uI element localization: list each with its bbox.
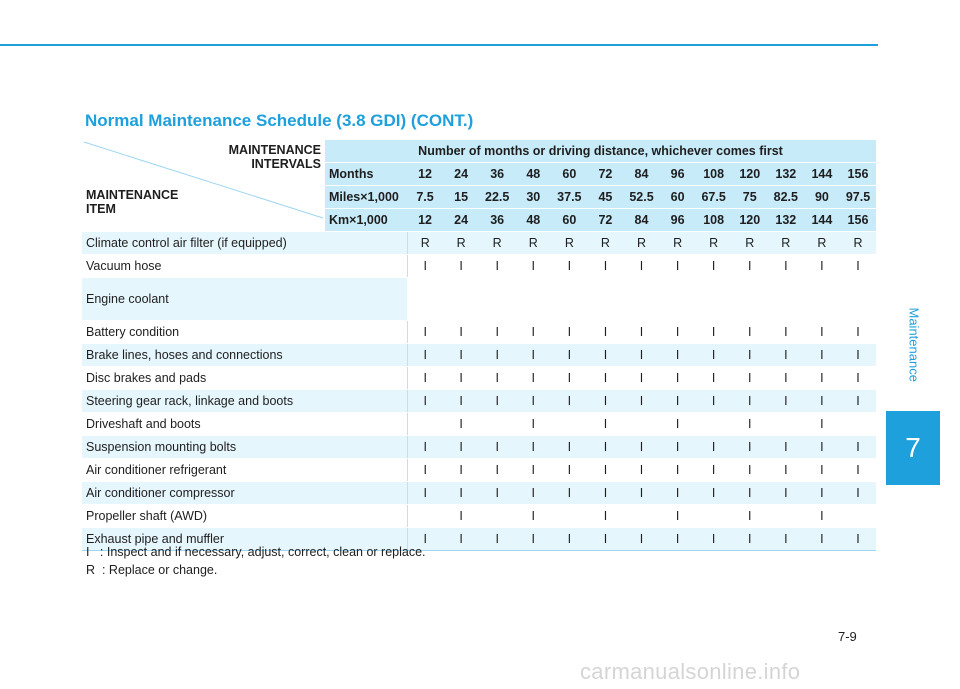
schedule-cell: I (407, 255, 443, 278)
schedule-cell: I (804, 413, 840, 436)
schedule-cell: I (443, 459, 479, 482)
schedule-cell: I (732, 344, 768, 367)
schedule-cell: I (515, 413, 551, 436)
schedule-cell: I (551, 436, 587, 459)
schedule-cell (768, 505, 804, 528)
schedule-cell: I (804, 344, 840, 367)
months-value: 108 (696, 163, 732, 186)
months-value: 36 (479, 163, 515, 186)
schedule-cell: I (623, 436, 659, 459)
schedule-cell: I (660, 459, 696, 482)
table-row (82, 390, 876, 413)
miles-label: Miles×1,000 (325, 186, 407, 209)
schedule-cell: I (696, 390, 732, 413)
schedule-cell: I (551, 390, 587, 413)
corner-intervals-line1: MAINTENANCE (228, 143, 321, 157)
table-row (82, 278, 876, 321)
miles-value: 30 (515, 186, 551, 209)
item-name: Vacuum hose (82, 255, 407, 278)
schedule-cell: I (587, 505, 623, 528)
table-row (82, 482, 876, 505)
km-value: 120 (732, 209, 768, 232)
months-value: 132 (768, 163, 804, 186)
schedule-cell: I (515, 321, 551, 344)
item-name: Propeller shaft (AWD) (82, 505, 407, 528)
miles-value: 60 (660, 186, 696, 209)
schedule-cell: I (515, 344, 551, 367)
schedule-cell: I (587, 344, 623, 367)
schedule-cell: I (768, 390, 804, 413)
schedule-cell (840, 413, 876, 436)
schedule-cell: I (623, 255, 659, 278)
page-number: 7-9 (838, 629, 857, 644)
item-name: Battery condition (82, 321, 407, 344)
schedule-cell (623, 505, 659, 528)
schedule-cell: I (587, 436, 623, 459)
corner-intervals-line2: INTERVALS (251, 157, 321, 171)
watermark: carmanualsonline.info (580, 659, 801, 684)
schedule-cell: I (696, 482, 732, 505)
schedule-cell: I (587, 321, 623, 344)
miles-value: 97.5 (840, 186, 876, 209)
schedule-cell: I (551, 367, 587, 390)
miles-value: 67.5 (696, 186, 732, 209)
corner-item-line1: MAINTENANCE (86, 188, 179, 202)
schedule-cell: I (768, 528, 804, 551)
schedule-cell (696, 413, 732, 436)
item-name: Air conditioner refrigerant (82, 459, 407, 482)
chapter-name: Maintenance (906, 307, 922, 382)
miles-value: 82.5 (768, 186, 804, 209)
schedule-cell: I (479, 321, 515, 344)
schedule-cell: I (515, 505, 551, 528)
schedule-cell: I (479, 459, 515, 482)
schedule-cell (479, 413, 515, 436)
schedule-cell: I (732, 390, 768, 413)
schedule-cell: I (660, 390, 696, 413)
schedule-cell: I (623, 390, 659, 413)
schedule-cell: R (660, 232, 696, 255)
schedule-cell: I (732, 459, 768, 482)
schedule-cell: I (804, 505, 840, 528)
months-value: 120 (732, 163, 768, 186)
schedule-cell: R (587, 232, 623, 255)
schedule-cell: R (804, 232, 840, 255)
item-name: Driveshaft and boots (82, 413, 407, 436)
page-title: Normal Maintenance Schedule (3.8 GDI) (CONT.) (85, 111, 474, 130)
item-name: Brake lines, hoses and connections (82, 344, 407, 367)
schedule-cell: I (551, 459, 587, 482)
schedule-cell: I (660, 255, 696, 278)
km-value: 144 (804, 209, 840, 232)
schedule-cell: I (840, 255, 876, 278)
schedule-cell: I (623, 482, 659, 505)
schedule-cell: I (768, 482, 804, 505)
schedule-cell: I (804, 436, 840, 459)
table-row (82, 436, 876, 459)
schedule-cell: I (696, 344, 732, 367)
schedule-cell: I (479, 482, 515, 505)
schedule-cell: I (768, 459, 804, 482)
schedule-cell: I (407, 367, 443, 390)
item-name: Disc brakes and pads (82, 367, 407, 390)
schedule-cell: R (732, 232, 768, 255)
schedule-cell: I (587, 482, 623, 505)
schedule-cell: I (623, 321, 659, 344)
schedule-cell: I (443, 413, 479, 436)
schedule-cell (840, 505, 876, 528)
schedule-cell: I (732, 367, 768, 390)
miles-value: 7.5 (407, 186, 443, 209)
schedule-cell: I (515, 390, 551, 413)
legend-text: : Inspect and if necessary, adjust, correct, clean or replace. (99, 545, 426, 559)
table-row (82, 505, 876, 528)
months-value: 156 (840, 163, 876, 186)
item-name: Suspension mounting bolts (82, 436, 407, 459)
schedule-cell: R (551, 232, 587, 255)
schedule-cell: I (732, 482, 768, 505)
months-value: 72 (587, 163, 623, 186)
schedule-cell: I (732, 505, 768, 528)
schedule-cell: I (515, 367, 551, 390)
schedule-cell: I (840, 321, 876, 344)
schedule-cell: I (479, 390, 515, 413)
months-value: 96 (660, 163, 696, 186)
table-row (82, 367, 876, 390)
schedule-cell: I (443, 321, 479, 344)
schedule-cell: I (551, 528, 587, 551)
schedule-cell: I (479, 344, 515, 367)
miles-value: 45 (587, 186, 623, 209)
schedule-cell: I (407, 528, 443, 551)
schedule-cell: I (732, 321, 768, 344)
schedule-cell: I (660, 321, 696, 344)
schedule-cell: I (732, 413, 768, 436)
schedule-cell: I (443, 505, 479, 528)
schedule-cell: I (840, 528, 876, 551)
schedule-cell: I (407, 321, 443, 344)
schedule-cell: R (623, 232, 659, 255)
months-value: 12 (407, 163, 443, 186)
schedule-cell (623, 413, 659, 436)
schedule-cell: I (768, 344, 804, 367)
header-corner (82, 140, 325, 232)
months-value: 144 (804, 163, 840, 186)
schedule-cell (551, 505, 587, 528)
schedule-cell: I (840, 390, 876, 413)
schedule-cell: I (660, 344, 696, 367)
schedule-cell: I (587, 390, 623, 413)
schedule-cell (551, 413, 587, 436)
schedule-cell: R (768, 232, 804, 255)
schedule-cell: I (407, 459, 443, 482)
schedule-cell: I (696, 436, 732, 459)
schedule-cell: I (696, 367, 732, 390)
miles-value: 37.5 (551, 186, 587, 209)
schedule-cell: I (443, 367, 479, 390)
schedule-cell: I (515, 528, 551, 551)
miles-value: 90 (804, 186, 840, 209)
km-value: 72 (587, 209, 623, 232)
schedule-cell: I (623, 459, 659, 482)
table-row (82, 255, 876, 278)
table-row (82, 413, 876, 436)
km-value: 132 (768, 209, 804, 232)
schedule-cell: R (515, 232, 551, 255)
corner-item-line2: ITEM (86, 202, 116, 216)
item-name: Climate control air filter (if equipped) (82, 232, 407, 255)
item-name: Steering gear rack, linkage and boots (82, 390, 407, 413)
schedule-cell (407, 505, 443, 528)
schedule-cell: I (804, 528, 840, 551)
schedule-cell: I (443, 344, 479, 367)
schedule-cell: R (443, 232, 479, 255)
km-value: 156 (840, 209, 876, 232)
schedule-cell: I (443, 390, 479, 413)
schedule-cell (696, 505, 732, 528)
schedule-cell: I (768, 255, 804, 278)
schedule-cell: R (407, 232, 443, 255)
schedule-cell: I (407, 390, 443, 413)
schedule-cell: I (587, 459, 623, 482)
schedule-cell: I (443, 436, 479, 459)
schedule-cell: I (551, 255, 587, 278)
schedule-cell: I (696, 459, 732, 482)
schedule-cell: I (840, 344, 876, 367)
schedule-cell: I (696, 321, 732, 344)
schedule-cell: I (479, 367, 515, 390)
schedule-cell: I (660, 413, 696, 436)
schedule-cell: I (587, 413, 623, 436)
schedule-cell: I (732, 436, 768, 459)
schedule-cell: I (732, 255, 768, 278)
km-value: 36 (479, 209, 515, 232)
schedule-cell: I (696, 528, 732, 551)
miles-value: 52.5 (623, 186, 659, 209)
schedule-cell: I (623, 344, 659, 367)
legend-inspect (86, 545, 426, 559)
km-value: 96 (660, 209, 696, 232)
schedule-cell: R (840, 232, 876, 255)
schedule-cell: I (660, 505, 696, 528)
maintenance-schedule-table (82, 140, 876, 551)
schedule-cell: I (804, 321, 840, 344)
schedule-cell: I (479, 528, 515, 551)
km-label: Km×1,000 (325, 209, 407, 232)
schedule-cell: I (660, 367, 696, 390)
schedule-cell: I (732, 528, 768, 551)
km-value: 24 (443, 209, 479, 232)
legend-text: : Replace or change. (101, 563, 218, 577)
schedule-cell: I (587, 255, 623, 278)
schedule-cell: I (840, 436, 876, 459)
schedule-cell: I (768, 436, 804, 459)
schedule-cell: I (660, 436, 696, 459)
schedule-cell: I (660, 528, 696, 551)
item-name: Engine coolant (82, 278, 407, 321)
miles-value: 75 (732, 186, 768, 209)
schedule-cell: I (804, 255, 840, 278)
schedule-cell: I (587, 528, 623, 551)
legend-symbol: I (86, 545, 90, 559)
schedule-cell: I (479, 436, 515, 459)
schedule-cell: I (551, 482, 587, 505)
schedule-cell: I (623, 367, 659, 390)
schedule-cell: I (660, 482, 696, 505)
schedule-cell: I (587, 367, 623, 390)
schedule-cell: I (696, 255, 732, 278)
schedule-cell: I (443, 255, 479, 278)
miles-value: 15 (443, 186, 479, 209)
months-value: 84 (623, 163, 659, 186)
schedule-cell: I (804, 367, 840, 390)
legend-replace (86, 563, 217, 577)
interval-heading: Number of months or driving distance, whichever comes first (325, 140, 876, 163)
schedule-cell: R (479, 232, 515, 255)
schedule-cell (768, 413, 804, 436)
schedule-cell: I (804, 459, 840, 482)
km-value: 12 (407, 209, 443, 232)
months-label: Months (325, 163, 407, 186)
table-row (82, 232, 876, 255)
schedule-cell: I (768, 321, 804, 344)
chapter-tab[interactable] (886, 411, 940, 485)
legend-symbol: R (86, 563, 96, 577)
chapter-number: 7 (905, 432, 921, 463)
schedule-cell: I (768, 367, 804, 390)
schedule-cell: I (840, 482, 876, 505)
table-row (82, 321, 876, 344)
km-value: 84 (623, 209, 659, 232)
miles-value: 22.5 (479, 186, 515, 209)
months-value: 60 (551, 163, 587, 186)
schedule-cell: I (407, 344, 443, 367)
schedule-cell: R (696, 232, 732, 255)
table-row (82, 344, 876, 367)
km-value: 108 (696, 209, 732, 232)
schedule-cell: I (515, 255, 551, 278)
item-name: Air conditioner compressor (82, 482, 407, 505)
km-value: 48 (515, 209, 551, 232)
schedule-cell: I (515, 459, 551, 482)
schedule-cell (479, 505, 515, 528)
schedule-cell: I (407, 436, 443, 459)
schedule-cell: I (479, 255, 515, 278)
schedule-cell: I (515, 482, 551, 505)
top-rule (0, 44, 878, 46)
schedule-cell: I (804, 390, 840, 413)
months-value: 48 (515, 163, 551, 186)
schedule-cell: I (551, 321, 587, 344)
schedule-cell: I (407, 482, 443, 505)
schedule-cell (407, 413, 443, 436)
schedule-cell: I (804, 482, 840, 505)
schedule-cell: I (551, 344, 587, 367)
schedule-cell: I (443, 528, 479, 551)
months-value: 24 (443, 163, 479, 186)
table-row (82, 459, 876, 482)
item-name: Exhaust pipe and muffler (82, 528, 407, 551)
schedule-cell: I (623, 528, 659, 551)
schedule-cell: I (443, 482, 479, 505)
schedule-cell: I (515, 436, 551, 459)
schedule-cell: I (840, 459, 876, 482)
km-value: 60 (551, 209, 587, 232)
schedule-cell: I (840, 367, 876, 390)
